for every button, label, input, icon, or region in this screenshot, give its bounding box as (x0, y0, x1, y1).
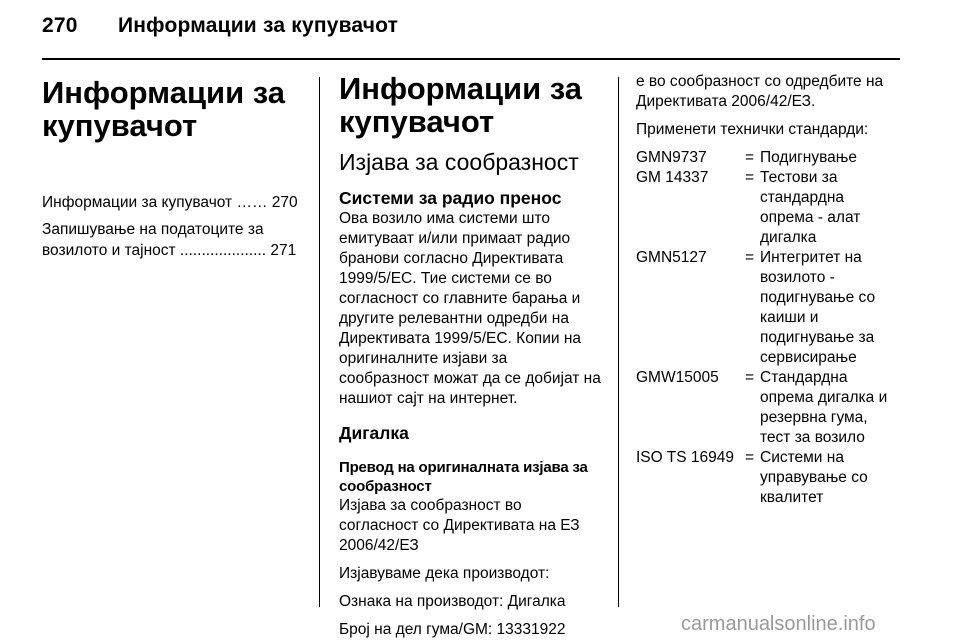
standard-row (636, 148, 900, 168)
column-divider-2 (618, 77, 619, 607)
standard-description: Интегритет на возилото - подигнување со каиши и подигнување за сервисирање (760, 249, 876, 366)
product-label: Ознака на производот: Дигалка (339, 593, 566, 610)
standard-row (636, 368, 900, 448)
chapter-title: Информации за купувачот (42, 75, 285, 143)
page-number: 270 (42, 14, 78, 37)
standard-row (636, 248, 900, 368)
standard-description: Подигнување (760, 149, 857, 166)
equals-sign: = (745, 449, 755, 466)
equals-sign: = (745, 169, 755, 186)
standard-code: GM 14337 (636, 169, 709, 186)
translation-text: Изјава за сообразност во согласност со Директивата на ЕЗ 2006/42/ЕЗ (339, 497, 580, 554)
section-title: Информации за купувачот (339, 71, 582, 139)
radio-systems-text: Ова возило има системи што емитуваат и/или примаат радио бранови согласно Директивата 1999/5/ЕС. Тие системи се во согласност со главните барања и другите релевантни одредби на Директивата 1999/5/ЕС. Копии на оригиналните изјави за сообразност можат да се добијат на нашиот сајт на интернет. (339, 210, 601, 407)
column-divider-1 (319, 77, 320, 607)
standard-description: Системи на управување со квалитет (760, 449, 868, 506)
declaration-text: Изјавуваме дека производот: (339, 565, 550, 582)
standard-row (636, 168, 900, 248)
equals-sign: = (745, 249, 755, 266)
column-1 (42, 72, 304, 267)
standards-title: Применети технички стандарди: (636, 121, 869, 138)
column-3 (636, 72, 900, 508)
running-title: Информации за купувачот (118, 14, 399, 37)
standard-description: Тестови за стандардна опрема - алат дигалка (760, 169, 861, 246)
standards-list (636, 148, 900, 508)
toc-item-data-recording[interactable]: Запишување на податоците за возилото и тајност .................... 271 (42, 221, 297, 259)
continuation-text: е во сообразност со одредбите на Директивата 2006/42/ЕЗ. (636, 73, 884, 110)
table-of-contents (42, 192, 304, 261)
standard-description: Стандардна опрема дигалка и резервна гума, тест за возило (760, 369, 888, 446)
standard-row (636, 448, 900, 508)
equals-sign: = (745, 149, 755, 166)
radio-systems-heading: Системи за радио пренос (339, 188, 562, 208)
site-watermark: carmanualsonline.info (681, 613, 876, 635)
standard-code: GMN5127 (636, 249, 707, 266)
header-rule (42, 58, 900, 60)
standard-code: GMN9737 (636, 149, 707, 166)
declaration-heading: Изјава за сообразност (339, 149, 579, 175)
equals-sign: = (745, 369, 755, 386)
toc-item-owner-info[interactable]: Информации за купувачот …… 270 (42, 194, 298, 211)
jack-heading: Дигалка (339, 423, 409, 443)
standard-code: ISO TS 16949 (636, 449, 734, 466)
column-2 (339, 72, 601, 640)
standard-code: GMW15005 (636, 369, 719, 386)
translation-heading: Превод на оригиналната изјава за сообразност (339, 459, 588, 495)
part-number: Број на дел гума/GM: 13331922 (339, 621, 566, 638)
